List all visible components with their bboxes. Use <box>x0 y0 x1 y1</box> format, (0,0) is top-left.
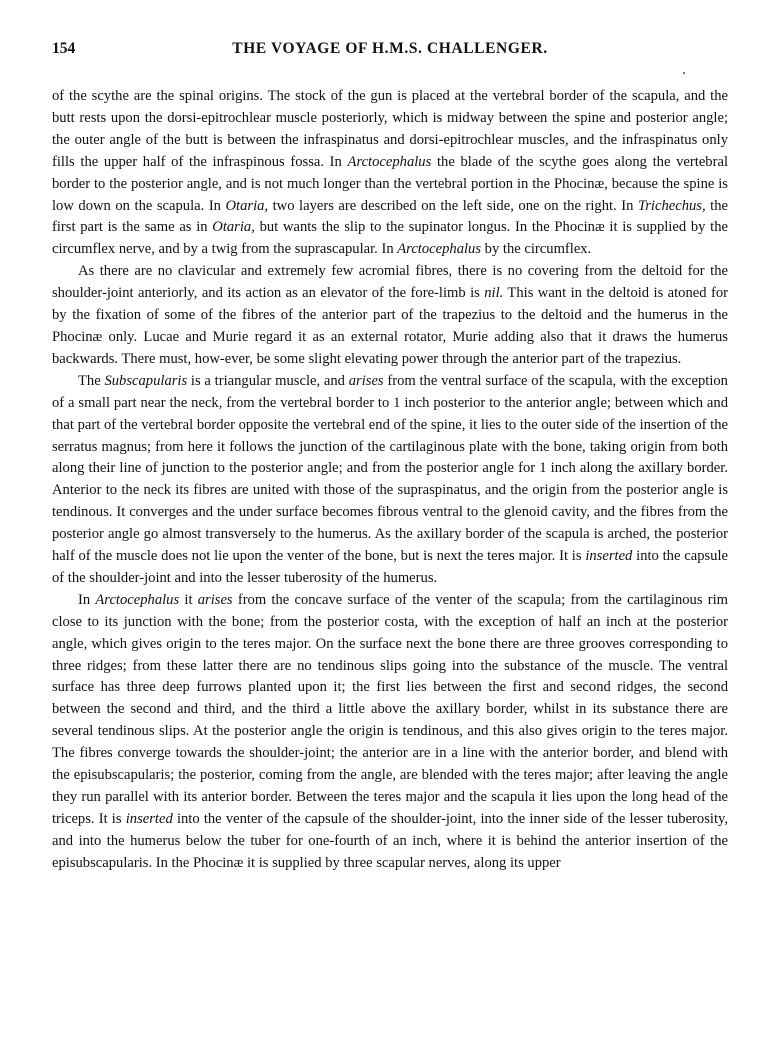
italic-term: arises <box>197 591 233 608</box>
text-run: is a triangular muscle, and <box>187 372 349 389</box>
page <box>52 40 728 875</box>
paragraph <box>52 261 728 371</box>
italic-term: inserted <box>585 548 633 565</box>
italic-term: Otaria, <box>225 197 269 214</box>
italic-term: Otaria, <box>212 219 255 236</box>
italic-term: Subscapularis <box>104 372 188 389</box>
paragraph <box>52 371 728 590</box>
text-run: the first part is the same as in <box>52 197 729 236</box>
text-run: into the venter of the capsule of the shoulder-joint, into the inner side of the lesser tuberosity, and into the humerus below the tuber for one-fourth of an inch, where it is behind the anterior insertion of the episubscapularis. In the Phocinæ it is supplied by three scapular nerves, along its upper <box>52 810 728 871</box>
text-run: from the concave surface of the venter of the scapula; from the cartilaginous rim close to its junction with the bone; from the posterior costa, with the exception of half an inch at the posterior angle, which gives origin to the teres major. On the surface next the bone there are three grooves corresponding to three ridges; from these latter there are no tendinous slips going into the substance of the muscle. The ventral surface has three deep furrows planted upon it; the first lies between the first and second ridges, the second between the second and third, and the third a little above the axillary border, whilst in its substance there are several tendinous slips. At the posterior angle the origin is tendinous, and this also gives origin to the teres major. The fibres converge towards the shoulder-joint; the anterior are in a line with the anterior border, and blend with the episubscapularis; the posterior, coming from the angle, are blended with the teres major; after leaving the angle they run parallel with its anterior border. Between the teres major and the scapula it lies upon the long head of the triceps. It is <box>52 591 729 827</box>
text-run: two layers are described on the left side, one on the right. In <box>268 197 638 214</box>
text-run: it <box>179 591 198 608</box>
italic-term: Arctocephalus <box>347 153 432 170</box>
page-number: 154 <box>52 40 76 57</box>
italic-term: Arctocephalus <box>95 591 180 608</box>
text-run: the blade of the scythe goes along the vertebral border to the posterior angle, and is not much longer than the vertebral portion in the Phocinæ, because the spine is low down on the scapula. In <box>52 153 728 214</box>
paragraph <box>52 590 728 875</box>
italic-term: arises <box>348 372 384 389</box>
italic-term: Trichechus, <box>637 197 706 214</box>
text-run: by the circumflex. <box>481 241 592 258</box>
text-run: The <box>78 372 105 389</box>
running-head <box>52 40 728 66</box>
text-run: but wants the slip to the supinator longus. In the Phocinæ it is supplied by the circumflex nerve, and by a twig from the suprascapular. In <box>52 219 728 258</box>
text-run: into the capsule of the shoulder-joint and into the lesser tuberosity of the humerus. <box>52 548 728 586</box>
paragraph <box>52 86 728 261</box>
text-run: This want in the deltoid is atoned for by the fixation of some of the fibres of the anterior part of the trapezius to the deltoid and the humerus in the Phocinæ only. Lucae and Murie regard it as an external rotator, Murie adding also that it draws the humerus backwards. There must, how-ever, be some slight elevating power through the anterior part of the trapezius. <box>52 285 728 367</box>
text-run: from the ventral surface of the scapula, with the exception of a small part near the neck, from the vertebral border to 1 inch posterior to the anterior angle; between which and that part of the vertebral border opposite the vertebral end of the spine, it lies to the outer side of the insertion of the serratus magnus; from here it follows the junction of the cartilaginous plate with the bone, taking origin from both along their line of junction to the posterior angle; and from the posterior angle for 1 inch along the axillary border. Anterior to the neck its fibres are united with those of the supraspinatus, and the origin from the posterior angle is tendinous. It converges and the under surface becomes fibrous ventral to the glenoid cavity, and the fibres from the posterior angle go almost transversely to the humerus. As the axillary border of the scapula is arched, the posterior half of the muscle does not lie upon the venter of the bone, but is next the teres major. It is <box>52 372 728 565</box>
text-run: of the scythe are the spinal origins. The stock of the gun is placed at the vertebral border of the scapula, and the butt rests upon the dorsi-epitrochlear muscle posteriorly, which is midway between the spine and posterior angle; the outer angle of the butt is between the infraspinatus and dorsi-epitrochlear muscles, and the infraspinatus only fills the upper half of the infraspinous fossa. In <box>52 88 728 170</box>
text-run: As there are no clavicular and extremely few acromial fibres, there is no covering from the deltoid for the shoulder-joint anteriorly, and its action as an elevator of the fore-limb is <box>52 263 728 302</box>
body-text <box>52 86 728 875</box>
text-run: In <box>78 591 96 608</box>
italic-term: nil. <box>484 285 504 302</box>
running-title: THE VOYAGE OF H.M.S. CHALLENGER. <box>232 40 548 57</box>
italic-term: inserted <box>125 810 173 827</box>
print-speck <box>683 72 685 74</box>
italic-term: Arctocephalus <box>397 241 482 258</box>
